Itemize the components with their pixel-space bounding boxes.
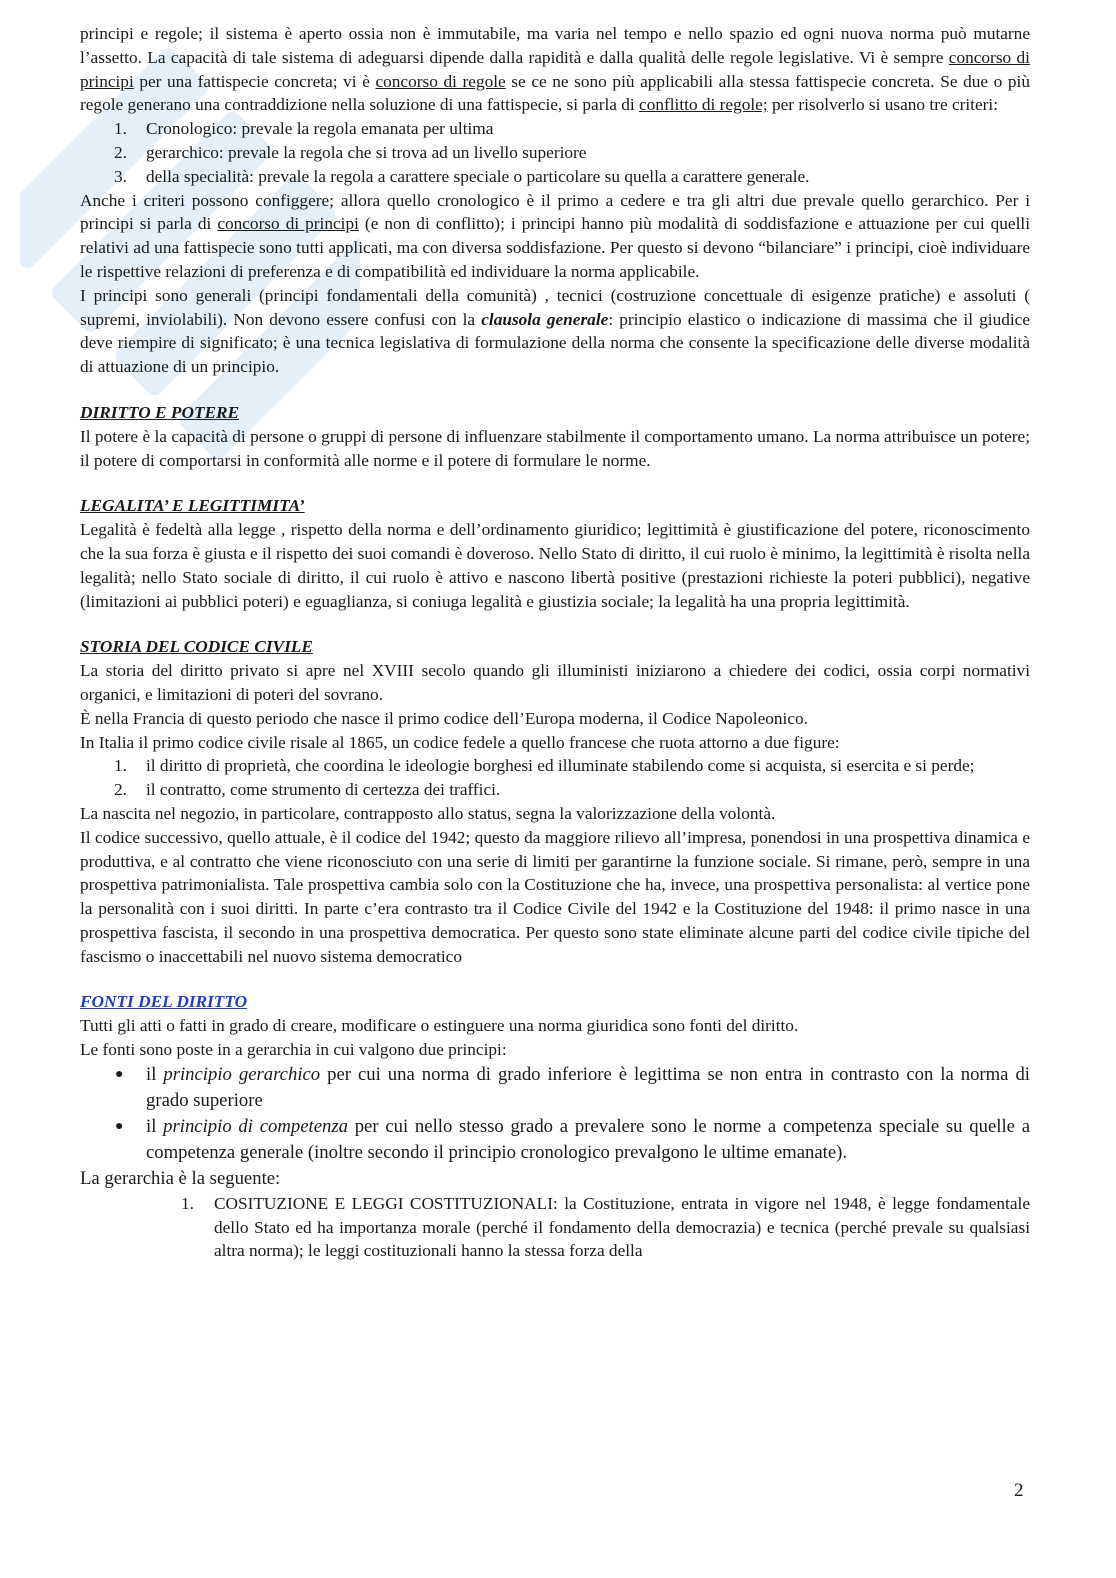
list-item: ● il principio gerarchico per cui una norma di grado inferiore è legittima se non entra in contrasto con la norma di grado superiore <box>115 1063 1030 1111</box>
underlined-term: conflitto di regole; <box>639 95 768 115</box>
underlined-term: concorso di principi <box>80 47 1030 91</box>
bold-italic-term: clausola generale <box>481 309 609 329</box>
principles-list <box>80 1062 1030 1166</box>
intro-paragraph-3: I principi sono generali (principi fondamentali della comunità) , tecnici (costruzione concettuale di esigenze pratiche) e assoluti ( supremi, inviolabili). Non devono essere confusi con la clausola generale: principio elastico o indicazione di massima che il giudice deve riempire di significato; è una tecnica legislativa di formulazione della norma che consente la specificazione delle diverse modalità di attuazione di un principio. <box>80 285 1031 377</box>
section-text: La storia del diritto privato si apre nel XVIII secolo quando gli illuministi iniziarono a chiedere dei codici, ossia corpi normativi organici, e limitazioni di poteri del sovrano. <box>80 661 1030 704</box>
page-content <box>80 22 1030 1263</box>
list-item: 3. della specialità: prevale la regola a carattere speciale o particolare su quella a carattere generale. <box>114 166 810 186</box>
list-item: 2. gerarchico: prevale la regola che si trova ad un livello superiore <box>114 142 587 162</box>
section-text: La nascita nel negozio, in particolare, contrapposto allo status, segna la valorizzazione della volontà. <box>80 803 776 823</box>
section-text: Legalità è fedeltà alla legge , rispetto della norma e dell’ordinamento giuridico; legittimità è giustificazione del potere, riconoscimento che la sua forza è giusta e il rispetto dei suoi comandi è doveroso. Nello Stato di diritto, il cui ruolo è minimo, la legittimità è risolta nella legalità; nello Stato sociale di diritto, il cui ruolo è attivo e nascono libertà positive (prestazioni richieste la poteri pubblici), negative (limitazioni ai pubblici poteri) e eguaglianza, si coniuga legalità e giustizia sociale; la legalità ha una propria legittimità. <box>80 520 1030 611</box>
section-text: Tutti gli atti o fatti in grado di creare, modificare o estinguere una norma giuridica sono fonti del diritto. <box>80 1016 799 1036</box>
page-number: 2 <box>1014 1480 1024 1501</box>
bullet-icon: ● <box>115 1066 124 1082</box>
figures-list <box>80 754 1030 802</box>
list-item: 1. COSITUZIONE E LEGGI COSTITUZIONALI: la Costituzione, entrata in vigore nel 1948, è legge fondamentale dello Stato ed ha importanza morale (perché il fondamento della democrazia) e tecnica (perché prevale su qualsiasi altra norma); le leggi costituzionali hanno la stessa forza della <box>181 1193 1030 1261</box>
section-text: Il codice successivo, quello attuale, è il codice del 1942; questo da maggiore rilievo all’impresa, ponendosi in una prospettiva dinamica e produttiva, e al contratto che viene riconosciuto con una serie di limiti per garantirne la funzione sociale. Si rimane, però, sempre in una prospettiva patrimonialista. Tale prospettiva cambia solo con la Costituzione che ha, invece, una prospettiva personalista: al vertice pone la personalità con i suoi diritti. In parte c’era contrasto tra il Codice Civile del 1942 e la Costituzione del 1948: il primo nasce in una prospettiva fascista, il secondo in una prospettiva democratica. Per questo sono state eliminate alcune parti del codice civile tipiche del fascismo o inaccettabili nel nuovo sistema democratico <box>80 827 1030 966</box>
list-item: 2. il contratto, come strumento di certezza dei traffici. <box>114 780 501 800</box>
section-text: È nella Francia di questo periodo che nasce il primo codice dell’Europa moderna, il Codice Napoleonico. <box>80 708 808 728</box>
list-item: ● il principio di competenza per cui nello stesso grado a prevalere sono le norme a competenza speciale su quelle a competenza generale (inoltre secondo il principio cronologico prevalgono le ultime emanate). <box>115 1115 1030 1163</box>
section-heading-storia: STORIA DEL CODICE CIVILE <box>80 637 313 657</box>
section-heading-diritto-potere: DIRITTO E POTERE <box>80 402 240 422</box>
list-item: 1. il diritto di proprietà, che coordina le ideologie borghesi ed illuminate stabilendo come si acquista, si esercita e si perde; <box>114 756 975 776</box>
section-text: La gerarchia è la seguente: <box>80 1167 281 1189</box>
section-text: Le fonti sono poste in a gerarchia in cui valgono due principi: <box>80 1040 507 1060</box>
section-text: Il potere è la capacità di persone o gruppi di persone di influenzare stabilmente il comportamento umano. La norma attribuisce un potere; il potere di comportarsi in conformità alle norme e il potere di formulare le norme. <box>80 426 1030 470</box>
section-heading-fonti: FONTI DEL DIRITTO <box>80 992 248 1012</box>
intro-paragraph-2: Anche i criteri possono configgere; allora quello cronologico è il primo a cedere e tra gli altri due prevale quello gerarchico. Per i principi si parla di concorso di principi (e non di conflitto); i principi hanno più modalità di soddisfazione e attuazione per cui quelli relativi ad una fattispecie sono tutti applicati, ma con diversa soddisfazione. Per questo si devono “bilanciare” i principi, cioè individuare le rispettive relazioni di preferenza e di compatibilità ed individuare la norma applicabile. <box>80 190 1031 281</box>
section-heading-legalita: LEGALITA’ E LEGITTIMITA’ <box>80 496 305 516</box>
section-text: In Italia il primo codice civile risale al 1865, un codice fedele a quello francese che ruota attorno a due figure: <box>80 732 840 752</box>
bullet-icon: ● <box>115 1118 124 1134</box>
hierarchy-list <box>80 1192 1030 1263</box>
list-item: 1. Cronologico: prevale la regola emanata per ultima <box>114 119 494 139</box>
intro-paragraph-1: principi e regole; il sistema è aperto ossia non è immutabile, ma varia nel tempo e nello spazio ed ogni nuova norma può mutarne l’assetto. La capacità di tale sistema di adeguarsi dipende dalla rapidità e dalla qualità delle regole legislative. Vi è sempre concorso di principi per una fattispecie concreta; vi è concorso di regole se ce ne sono più applicabili alla stessa fattispecie concreta. Se due o più regole generano una contraddizione nella soluzione di una fattispecie, si parla di conflitto di regole; per risolverlo si usano tre criteri: <box>80 24 1030 115</box>
underlined-term: concorso di regole <box>375 71 506 91</box>
criteria-list <box>80 117 1030 188</box>
underlined-term: concorso di principi <box>217 214 359 234</box>
